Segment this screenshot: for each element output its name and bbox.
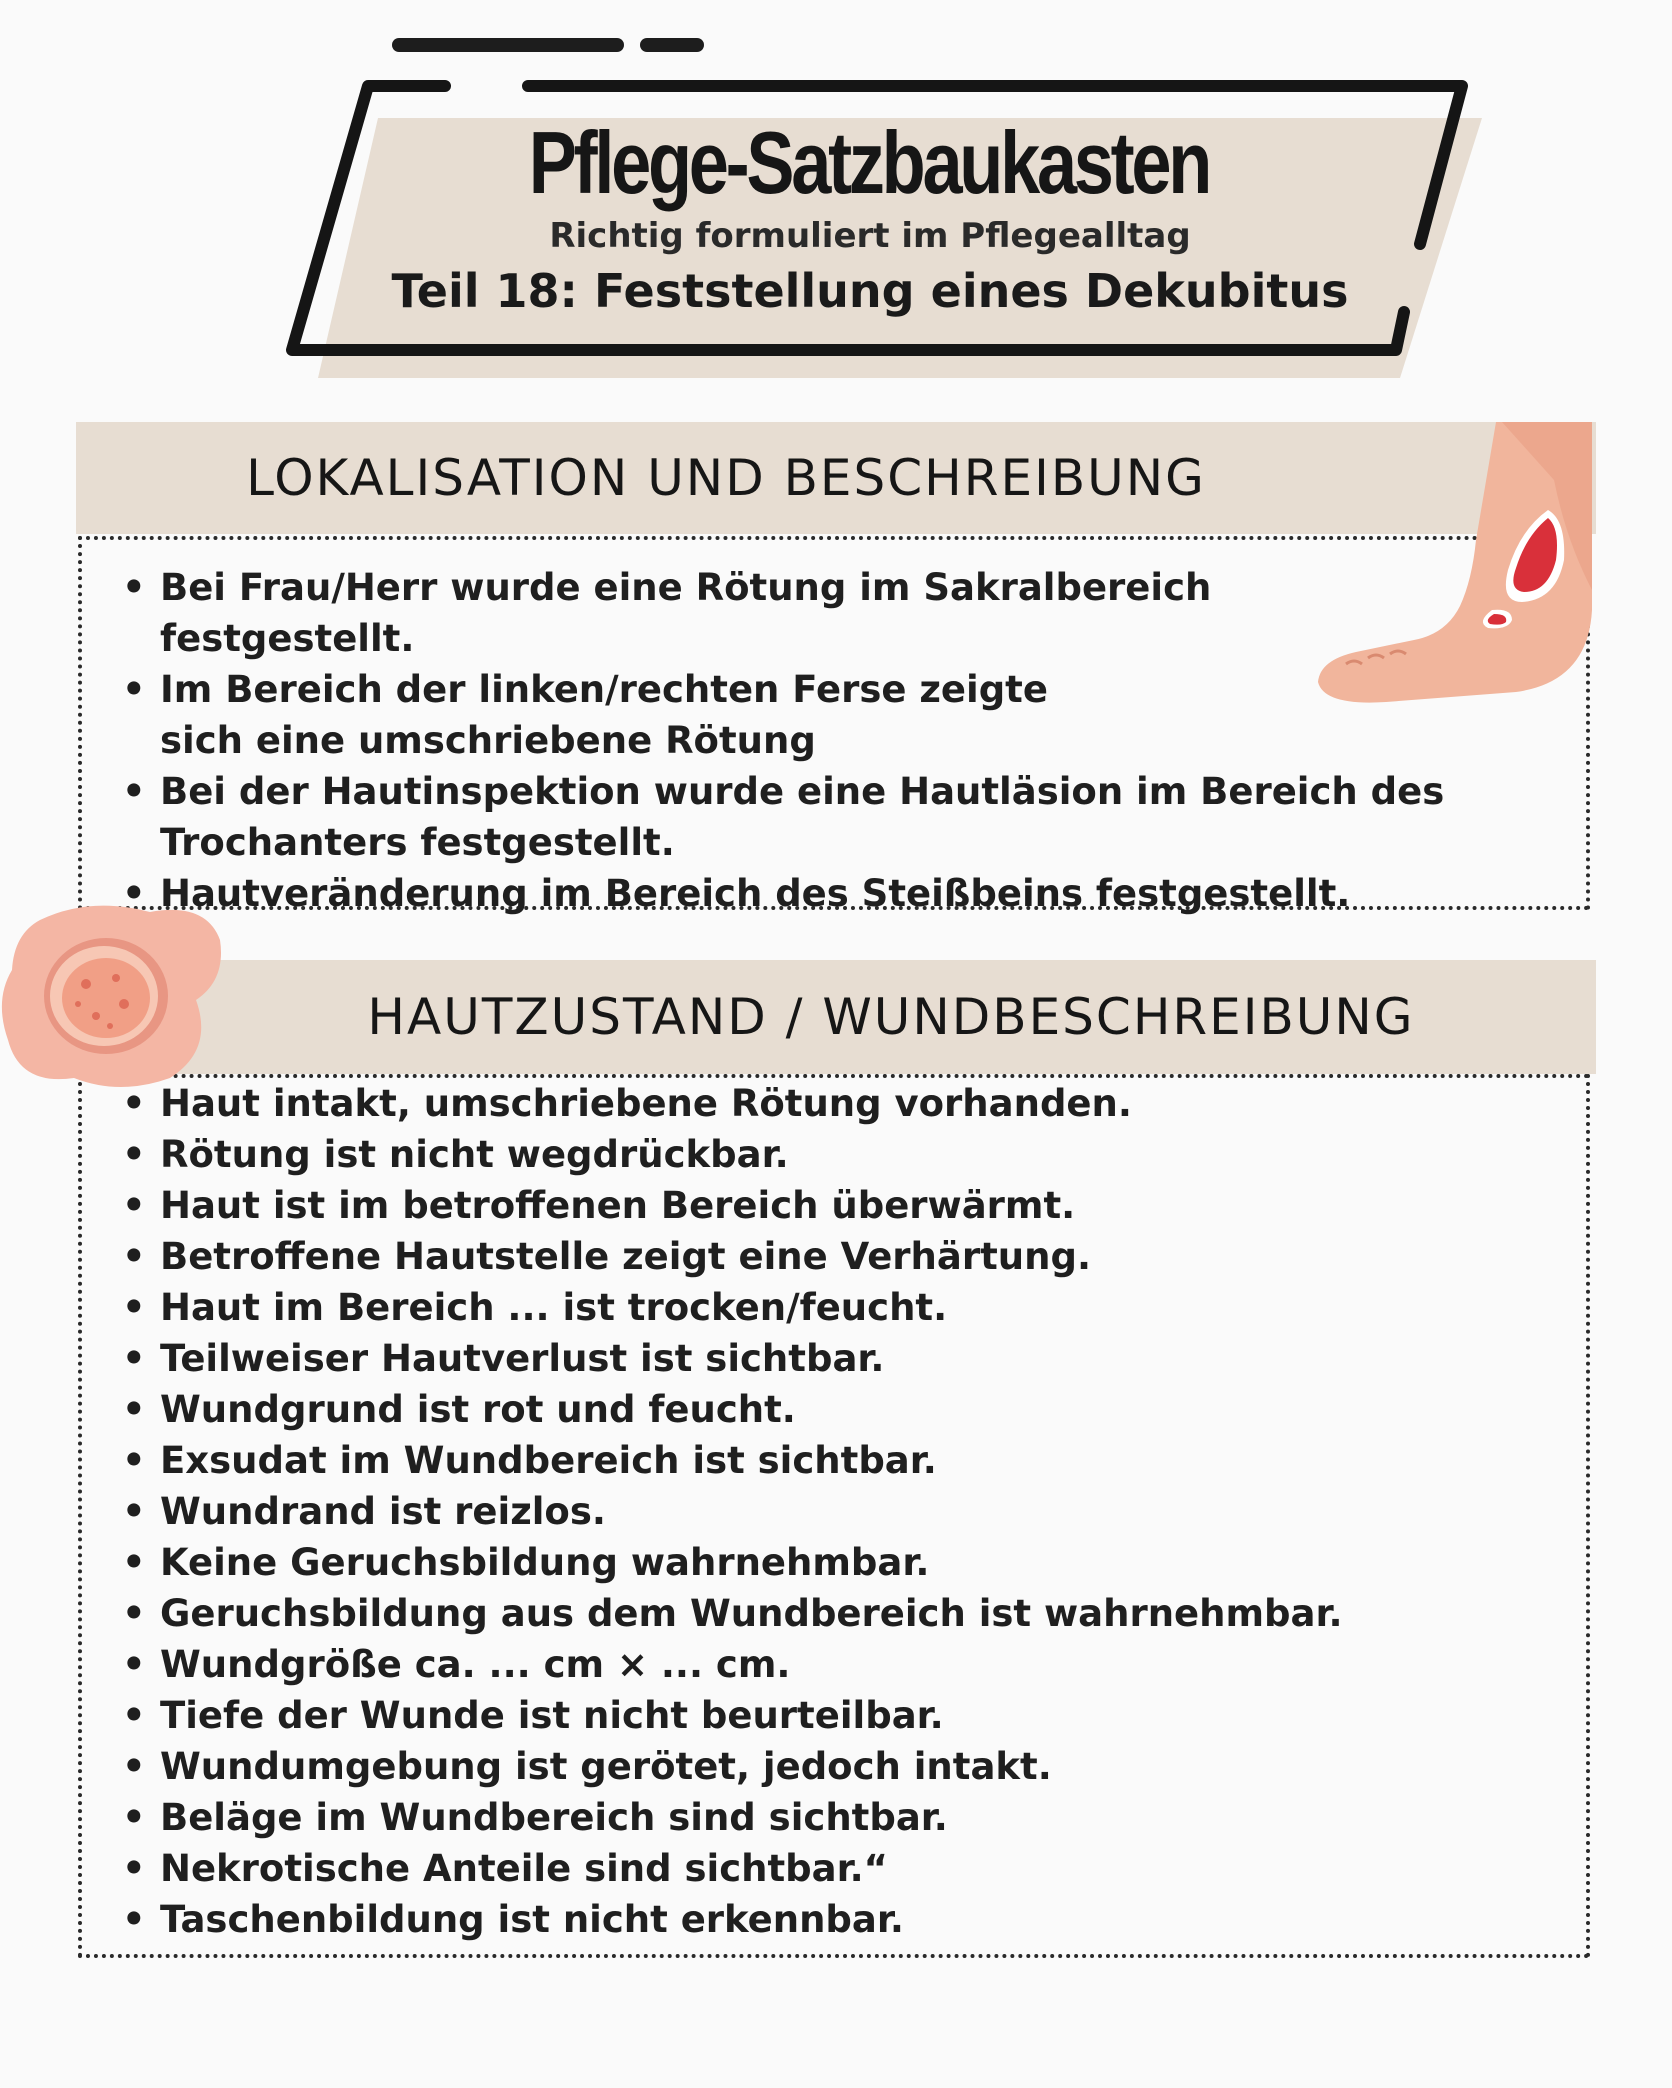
list-item: • Im Bereich der linken/rechten Ferse zeigte sich eine umschriebene Rötung bbox=[78, 664, 1458, 766]
list-item: • Haut ist im betroffenen Bereich überwärmt. bbox=[78, 1180, 1498, 1231]
list-item: • Betroffene Hautstelle zeigt eine Verhärtung. bbox=[78, 1231, 1498, 1282]
list-item: • Teilweiser Hautverlust ist sichtbar. bbox=[78, 1333, 1498, 1384]
list-item: • Wundumgebung ist gerötet, jedoch intakt. bbox=[78, 1741, 1498, 1792]
list-lokalisation bbox=[78, 562, 1458, 919]
list-item: • Hautveränderung im Bereich des Steißbeins festgestellt. bbox=[78, 868, 1458, 919]
list-item: • Keine Geruchsbildung wahrnehmbar. bbox=[78, 1537, 1498, 1588]
list-item: • Haut im Bereich ... ist trocken/feucht. bbox=[78, 1282, 1498, 1333]
list-item: • Nekrotische Anteile sind sichtbar.“ bbox=[78, 1843, 1498, 1894]
list-item: • Taschenbildung ist nicht erkennbar. bbox=[78, 1894, 1498, 1945]
page-subtitle: Richtig formuliert im Pflegealltag bbox=[549, 216, 1191, 256]
list-item: • Geruchsbildung aus dem Wundbereich ist wahrnehmbar. bbox=[78, 1588, 1498, 1639]
list-item: • Wundgröße ca. ... cm × ... cm. bbox=[78, 1639, 1498, 1690]
section-heading-lokalisation: LOKALISATION UND BESCHREIBUNG bbox=[76, 422, 1596, 534]
list-item: • Wundrand ist reizlos. bbox=[78, 1486, 1498, 1537]
list-item: • Wundgrund ist rot und feucht. bbox=[78, 1384, 1498, 1435]
list-item: • Beläge im Wundbereich sind sichtbar. bbox=[78, 1792, 1498, 1843]
list-item: • Bei Frau/Herr wurde eine Rötung im Sakralbereich festgestellt. bbox=[78, 562, 1458, 664]
skin-wound-icon bbox=[0, 900, 226, 1090]
list-item: • Rötung ist nicht wegdrückbar. bbox=[78, 1129, 1498, 1180]
list-item: • Haut intakt, umschriebene Rötung vorhanden. bbox=[78, 1078, 1498, 1129]
section-heading-hautzustand: HAUTZUSTAND / WUNDBESCHREIBUNG bbox=[76, 960, 1596, 1074]
list-item: • Exsudat im Wundbereich ist sichtbar. bbox=[78, 1435, 1498, 1486]
page-title: Pflege-Satzbaukasten bbox=[528, 113, 1210, 212]
foot-pressure-sore-icon bbox=[1316, 420, 1598, 720]
list-item: • Bei der Hautinspektion wurde eine Hautläsion im Bereich des Trochanters festgestellt. bbox=[78, 766, 1458, 868]
list-item: • Tiefe der Wunde ist nicht beurteilbar. bbox=[78, 1690, 1498, 1741]
part-heading: Teil 18: Feststellung eines Dekubitus bbox=[391, 264, 1349, 318]
list-hautzustand bbox=[78, 1078, 1498, 1945]
